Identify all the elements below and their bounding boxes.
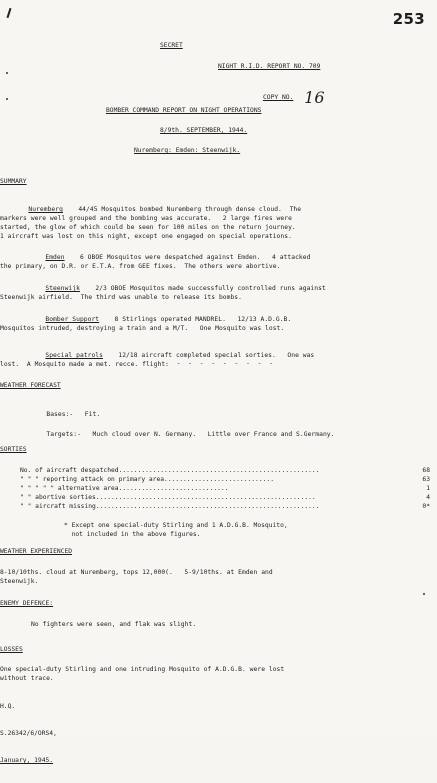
weather-forecast-targets-label: Targets:- — [46, 431, 81, 438]
sorties-row — [20, 484, 430, 493]
summary-heading: SUMMARY — [0, 178, 27, 185]
summary-bomber-support — [0, 306, 432, 342]
copy-label: COPY NO. — [263, 94, 294, 101]
report-date: 8/9th. SEPTEMBER, 1944. — [160, 127, 248, 134]
reference-line: January, 1945. — [0, 757, 54, 764]
scan-dot — [6, 98, 8, 100]
sorties-row-label: " " aircraft missing........................................................... — [20, 503, 320, 510]
sorties-row — [20, 475, 430, 484]
summary-text-bomber-support: 8 Stirlings operated MANDREL. 12/13 A.D.G.B. Mosquitos intruded, destroying a train and a M/T. One Mosquito was lost. — [0, 316, 292, 332]
weather-forecast-bases-label: Bases:- — [46, 411, 74, 418]
sorties-row — [20, 493, 430, 502]
weather-forecast-targets — [31, 421, 431, 448]
weather-experienced-heading: WEATHER EXPERIENCED — [0, 548, 73, 555]
sorties-row-label: " " " reporting attack on primary area............................. — [20, 476, 275, 483]
sorties-row-label: " " " " " alternative area............................. — [20, 485, 229, 492]
copy-number — [263, 84, 325, 107]
sorties-row-value: 63 — [422, 476, 430, 483]
scan-dot — [423, 593, 425, 595]
copy-value: 16 — [304, 88, 325, 107]
weather-forecast-bases-value: Fit. — [84, 411, 101, 418]
losses-heading: LOSSES — [0, 646, 23, 653]
weather-experienced-text: 8-10/10ths. cloud at Nuremberg, tops 12,000(. 5-9/10ths. at Emden and Steenwijk. — [0, 569, 273, 585]
weather-forecast-heading: WEATHER FORECAST — [0, 382, 61, 389]
reference-line: H.Q. — [0, 703, 16, 710]
sorties-heading: SORTIES — [0, 446, 27, 453]
report-title: BOMBER COMMAND REPORT ON NIGHT OPERATIONS — [106, 107, 262, 114]
sorties-row-value: 0* — [422, 503, 430, 510]
page-number: 253 — [392, 10, 425, 28]
sorties-row-value: 68 — [422, 467, 430, 474]
sorties-row-label: " " abortive sorties.......................................................... — [20, 494, 316, 501]
classification-header: SECRET — [160, 42, 183, 49]
summary-name-steenwijk: Steenwijk — [45, 285, 80, 292]
weather-forecast-targets-value: Much cloud over N. Germany. Little over France and S.Germany. — [92, 431, 335, 438]
enemy-defence-heading: ENEMY DEFENCE: — [0, 600, 54, 607]
summary-name-special-patrols: Special patrols — [45, 352, 103, 359]
summary-text-steenwijk: 2/3 OBOE Mosquitos made successfully controlled runs against Steenwijk airfield. The third was unable to release its bombs. — [0, 285, 326, 301]
sorties-row — [20, 466, 430, 475]
pen-mark — [7, 8, 12, 18]
reference-block — [0, 684, 57, 783]
summary-dashes: - - - - - - - - - - — [165, 360, 276, 367]
summary-nuremberg — [0, 196, 432, 250]
summary-name-bomber-support: Bomber Support — [45, 316, 100, 323]
enemy-defence-text: No fighters were seen, and flak was slight. — [31, 621, 197, 628]
sorties-row-value: 4 — [426, 494, 430, 501]
sorties-row-label: No. of aircraft despatched..................................................... — [20, 467, 320, 474]
summary-text-emden: 6 OBOE Mosquitos were despatched against Emden. 4 attacked the primary, on D.R. or E.T.A. from GEE fixes. The others were abortive. — [0, 254, 311, 270]
sorties-footnote: * Except one special-duty Stirling and 1 A.D.G.B. Mosquito, not included in the above figures. — [64, 522, 288, 538]
losses-text: One special-duty Stirling and one intruding Mosquito of A.D.G.B. were lost without trace. — [0, 666, 285, 682]
summary-name-emden: Emden — [45, 254, 65, 261]
summary-text-special-patrols: 12/18 aircraft completed special sorties. One was lost. A Mosquito made a met. recce. flight. — [0, 352, 315, 368]
sorties-row-value: 1 — [426, 485, 430, 492]
scan-dot — [6, 72, 8, 74]
reference-line: S.26342/6/ORS4, — [0, 730, 57, 737]
sorties-table — [20, 466, 430, 511]
report-number: NIGHT R.I.D. REPORT NO. 709 — [218, 63, 321, 70]
sorties-row — [20, 502, 430, 511]
report-targets: Nuremberg: Emden: Steenwijk. — [134, 147, 241, 154]
summary-text-nuremberg: 44/45 Mosquitos bombed Nuremberg through dense cloud. The markers were well grouped and the bombing was accurate. 2 large fires were started, the glow of which could be seen for 100 miles on the return journey. 1 aircraft was lost on this night, except one engaged on special operations. — [0, 206, 302, 240]
summary-name-nuremberg: Nuremberg — [28, 206, 63, 213]
